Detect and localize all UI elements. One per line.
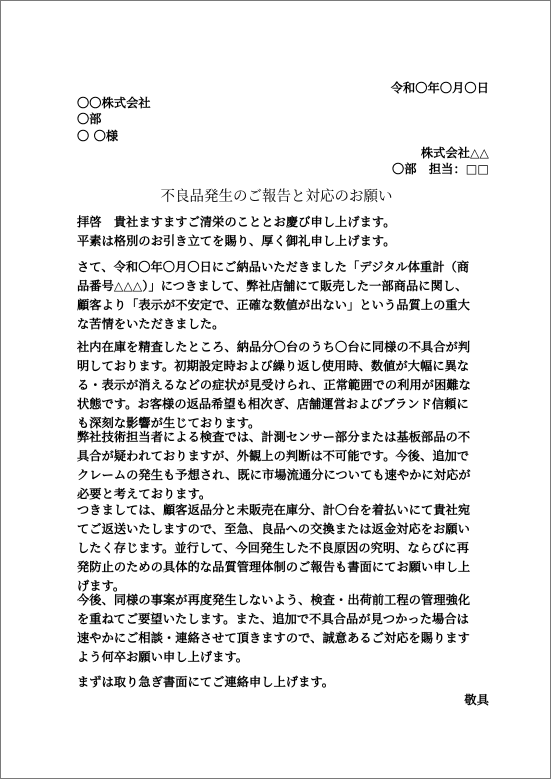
body-line: 弊社技術担当者による検査では、計測センサー部分または基板部品の不: [77, 430, 471, 444]
body-line: よう何卒お願い申し上げます。: [77, 650, 249, 664]
sender-company: 株式会社△△: [420, 146, 489, 160]
closing-word: 敬具: [464, 693, 489, 707]
body-line: 具合が疑われておりますが、外観上の判断は不可能です。今後、追加で: [77, 449, 470, 463]
body-line: 速やかにご相談・連絡させて頂きますので、誠意あるご対応を賜ります: [77, 631, 470, 645]
body-line: 必要と考えております。: [77, 487, 212, 501]
body-line: 発防止のための具体的な品質管理体制のご報告も書面にてお願い申し上: [77, 560, 471, 574]
body-line: 明しております。初期設定時および繰り返し使用時、数値が大幅に異な: [77, 359, 470, 373]
body-paragraph-5: [77, 591, 482, 667]
body-line: る・表示が消えるなどの症状が見受けられ、正常範囲での利用が困難な: [77, 378, 471, 392]
body-line: 今後、同様の事案が再度発生しないよう、検査・出荷前工程の管理強化: [77, 593, 471, 607]
closing-note: まずは取り急ぎ書面にてご連絡申し上げます。: [77, 675, 335, 689]
letter-date: 令和〇年〇月〇日: [390, 81, 489, 95]
body-line: 社内在庫を精査したところ、納品分〇台のうち〇台に同様の不具合が判: [77, 340, 471, 354]
body-line: 顧客より「表示が不安定で、正確な数値が出ない」という品質上の重大: [77, 298, 470, 312]
recipient-name: 〇 〇様: [77, 129, 119, 143]
greeting-line: 拝啓 貴社ますますご清栄のこととお慶び申し上げます。: [77, 215, 396, 229]
body-line: 品番号△△△）」につきまして、弊社店舗にて販売した一部商品に関し、: [77, 279, 468, 293]
body-line: な苦情をいただきました。: [77, 317, 225, 331]
letter-title: 不良品発生のご報告と対応のお願い: [160, 189, 393, 205]
body-line: したく存じます。並行して、今回発生した不良原因の究明、ならびに再: [77, 541, 469, 555]
body-line: 状態です。お客様の返品希望も相次ぎ、店舗運営およびブランド信頼に: [77, 397, 469, 411]
body-line: さて、令和〇年〇月〇日にご納品いただきました「デジタル体重計（商: [77, 260, 470, 274]
body-paragraph-4: [77, 501, 482, 596]
body-line: を重ねてご要望いたします。また、追加で不具合品が見つかった場合は: [77, 612, 469, 626]
body-line: も深刻な影響が生じております。: [77, 416, 261, 430]
body-paragraph-1: [77, 258, 482, 334]
body-line: てご返送いたしますので、至急、良品への交換または返金対応をお願い: [77, 522, 470, 536]
greeting-line: 平素は格別のお引き立てを賜り、厚く御礼申し上げます。: [77, 234, 396, 248]
body-paragraph-3: [77, 428, 482, 504]
body-line: つきましては、顧客返品分と未販売在庫分、計〇台を着払いにて貴社宛: [77, 503, 471, 517]
recipient-department: 〇部: [77, 112, 102, 126]
body-line: クレームの発生も予想され、既に市場流通分についても速やかに対応が: [77, 468, 471, 482]
greeting-paragraph: [77, 213, 482, 251]
body-paragraph-2: [77, 338, 482, 433]
sender-department-person: 〇部 担当：□□: [392, 162, 489, 176]
recipient-company: 〇〇株式会社: [77, 96, 151, 110]
body-line: げます。: [77, 579, 126, 593]
